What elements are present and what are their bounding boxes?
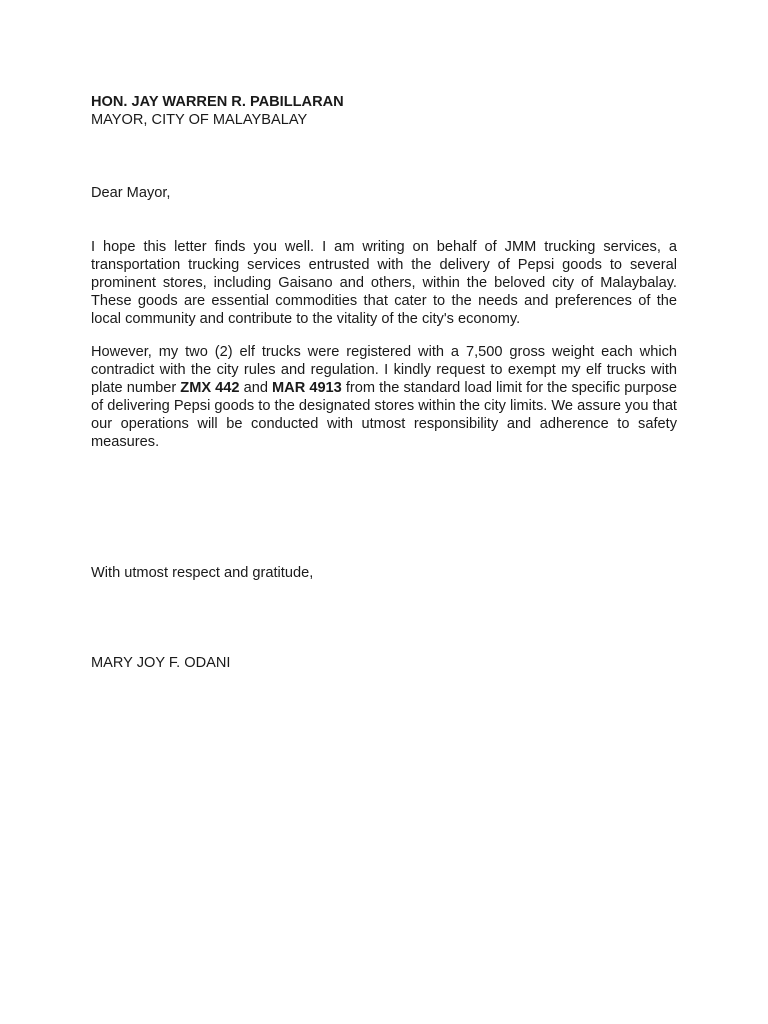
plate-number-2: MAR 4913 bbox=[272, 380, 342, 396]
paragraph-2-text-3: from the standard load limit for the specific purpose of delivering Pepsi goods to the designated stores within the city limits. We assure you that our operations will be conducted with utmost responsibility and adherence to safety measures. bbox=[91, 380, 677, 450]
salutation: Dear Mayor, bbox=[91, 185, 171, 201]
paragraph-2-text-2: and bbox=[239, 380, 273, 396]
letter-page bbox=[91, 93, 677, 671]
body-paragraph-2 bbox=[91, 343, 677, 451]
paragraph-2-text-1: However, my two (2) elf trucks were registered with a 7,500 gross weight each which contradict with the city rules and regulation. I kindly request to exempt my elf trucks with plate number bbox=[91, 344, 677, 396]
body-paragraph-1: I hope this letter finds you well. I am writing on behalf of JMM trucking services, a transportation trucking services entrusted with the delivery of Pepsi goods to several prominent stores, including Gaisano and others, within the beloved city of Malaybalay. These goods are essential commodities that cater to the needs and preferences of the local community and contribute to the vitality of the city's economy. bbox=[91, 239, 677, 327]
closing: With utmost respect and gratitude, bbox=[91, 565, 314, 581]
addressee-title: MAYOR, CITY OF MALAYBALAY bbox=[91, 112, 308, 128]
addressee-name: HON. JAY WARREN R. PABILLARAN bbox=[91, 94, 344, 110]
plate-number-1: ZMX 442 bbox=[180, 380, 240, 396]
signatory-name: MARY JOY F. ODANI bbox=[91, 655, 231, 671]
